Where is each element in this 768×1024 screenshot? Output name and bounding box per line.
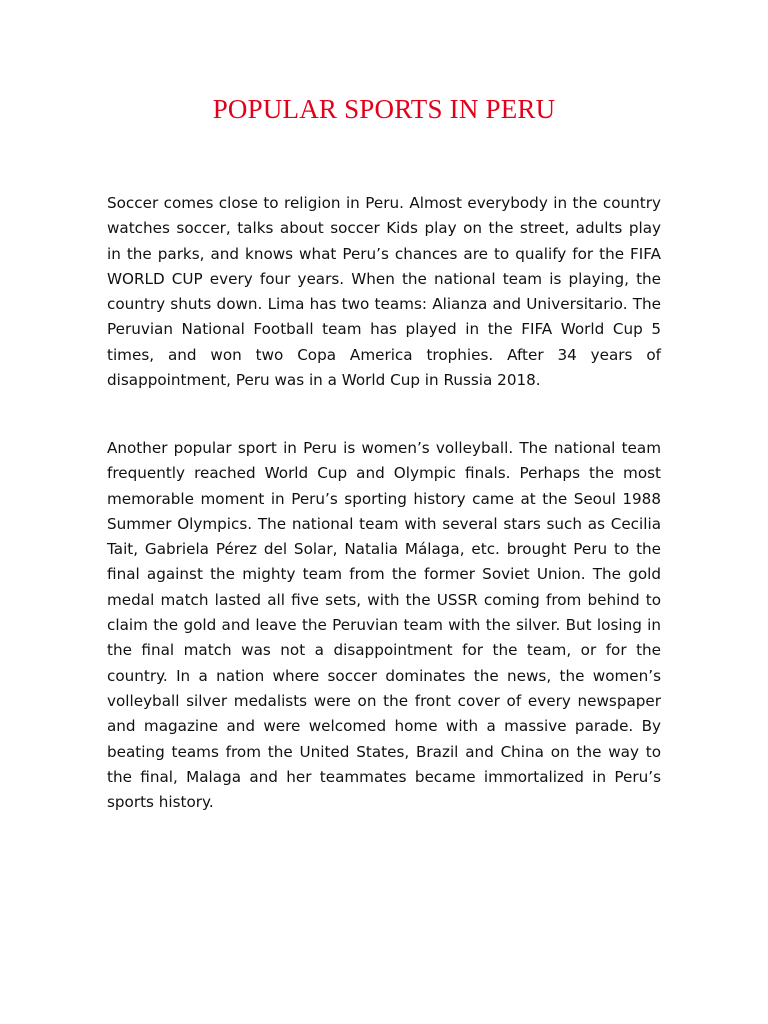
paragraph-volleyball: Another popular sport in Peru is women’s volleyball. The national team frequently reached World Cup and Olympic finals. Perhaps the most memorable moment in Peru’s sporting history came at the Seoul 1988 Summer Olympics. The national team with several stars such as Cecilia Tait, Gabriela Pérez del Solar, Natalia Málaga, etc. brought Peru to the final against the mighty team from the former Soviet Union. The gold medal match lasted all five sets, with the USSR coming from behind to claim the gold and leave the Peruvian team with the silver. But losing in the final match was not a disappointment for the team, or for the country. In a nation where soccer dominates the news, the women’s volleyball silver medalists were on the front cover of every newspaper and magazine and were welcomed home with a massive parade. By beating teams from the United States, Brazil and China on the way to the final, Malaga and her teammates became immortalized in Peru’s sports history. (107, 439, 661, 812)
paragraph-soccer: Soccer comes close to religion in Peru. Almost everybody in the country watches soccer, talks about soccer Kids play on the street, adults play in the parks, and knows what Peru’s chances are to qualify for the FIFA WORLD CUP every four years. When the national team is playing, the country shuts down. Lima has two teams: Alianza and Universitario. The Peruvian National Football team has played in the FIFA World Cup 5 times, and won two Copa America trophies. After 34 years of disappointment, Peru was in a World Cup in Russia 2018. (107, 194, 661, 390)
page-title: POPULAR SPORTS IN PERU (212, 94, 556, 124)
